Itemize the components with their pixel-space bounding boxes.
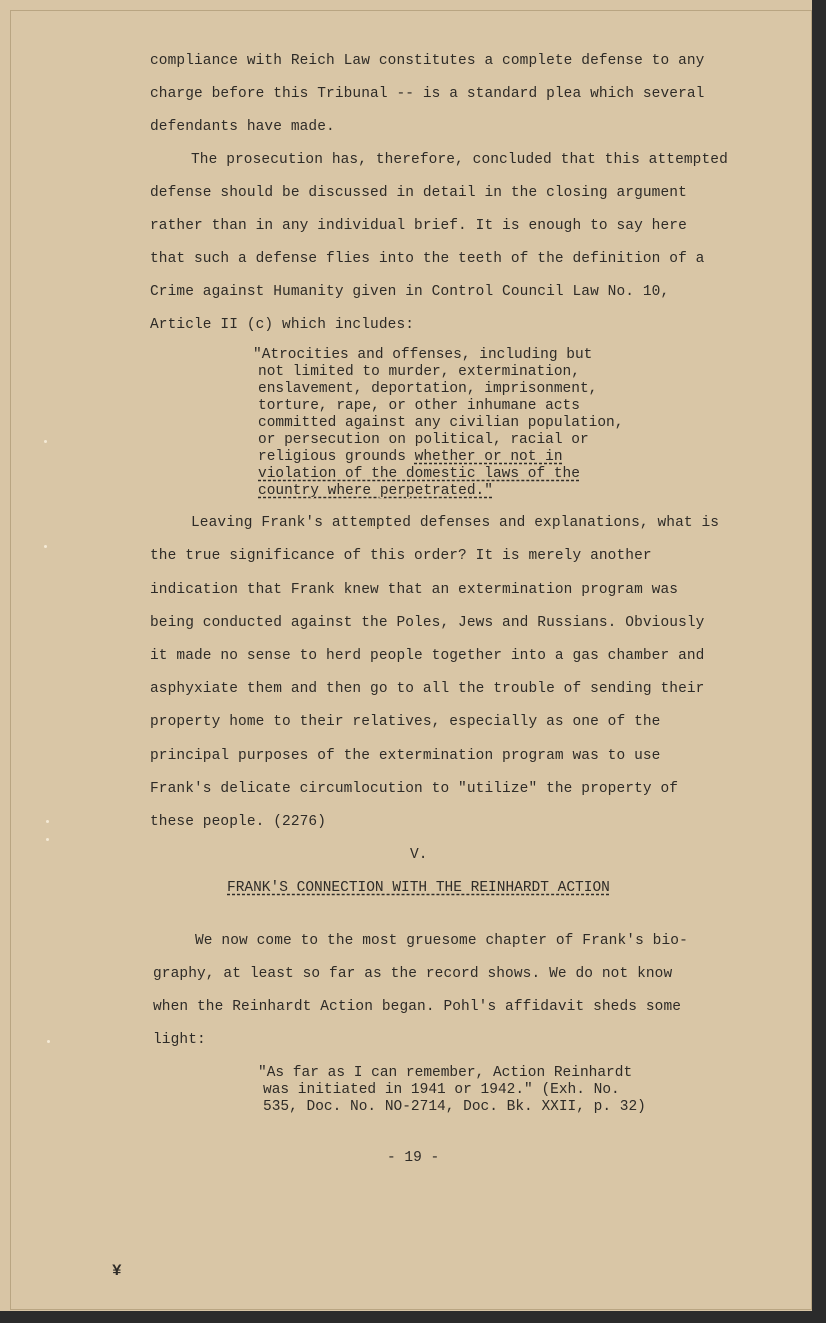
text-line: the true significance of this order? It is merely another [150,548,652,564]
text-line: light: [153,1032,206,1048]
text-line: Crime against Humanity given in Control Council Law No. 10, [150,284,670,300]
text-line: The prosecution has, therefore, concluded that this attempted [191,152,728,168]
underlined-phrase: country where perpetrated." [258,483,493,499]
binding-speck [44,545,47,548]
quote-line: "As far as I can remember, Action Reinhardt [258,1065,633,1081]
scan-edge-bottom [0,1311,826,1323]
text-line: graphy, at least so far as the record shows. We do not know [153,966,673,982]
scan-edge-right [812,0,826,1323]
quote-line: enslavement, deportation, imprisonment, [258,381,598,397]
quote-line [258,449,563,466]
text-line: property home to their relatives, especially as one of the [150,714,661,730]
text-line: asphyxiate them and then go to all the trouble of sending their [150,681,705,697]
text-line: Frank's delicate circumlocution to "utilize" the property of [150,781,679,797]
page-number: - 19 - [387,1150,440,1166]
text-line: it made no sense to herd people together into a gas chamber and [150,648,705,664]
quote-line: 535, Doc. No. NO-2714, Doc. Bk. XXII, p. 32) [263,1099,646,1115]
handwritten-mark: ¥ [112,1262,122,1280]
binding-speck [46,820,49,823]
text-line: being conducted against the Poles, Jews and Russians. Obviously [150,615,705,631]
text-line: defense should be discussed in detail in the closing argument [150,185,687,201]
quote-line: not limited to murder, extermination, [258,364,580,380]
section-number: V. [410,847,428,863]
text-line: indication that Frank knew that an extermination program was [150,582,679,598]
text-line: Article II (c) which includes: [150,317,415,333]
text-line: when the Reinhardt Action began. Pohl's affidavit sheds some [153,999,682,1015]
binding-speck [47,1040,50,1043]
quote-line: or persecution on political, racial or [258,432,589,448]
text-line: We now come to the most gruesome chapter of Frank's bio- [195,933,688,949]
underlined-phrase: whether or not in [414,449,563,465]
quote-text: religious grounds [258,449,415,465]
quote-line: torture, rape, or other inhumane acts [258,398,580,414]
section-heading: FRANK'S CONNECTION WITH THE REINHARDT ACTION [227,880,610,896]
text-line: rather than in any individual brief. It is enough to say here [150,218,687,234]
text-line: charge before this Tribunal -- is a standard plea which several [150,86,705,102]
binding-speck [44,440,47,443]
binding-speck [46,838,49,841]
quote-line: was initiated in 1941 or 1942." (Exh. No. [263,1082,620,1098]
underlined-phrase: violation of the domestic laws of the [258,466,580,482]
text-line: these people. (2276) [150,814,327,830]
text-line: that such a defense flies into the teeth of the definition of a [150,251,705,267]
text-line: compliance with Reich Law constitutes a complete defense to any [150,53,705,69]
quote-line: committed against any civilian population, [258,415,624,431]
text-line: Leaving Frank's attempted defenses and explanations, what is [191,515,720,531]
quote-line: "Atrocities and offenses, including but [253,347,593,363]
text-line: defendants have made. [150,119,335,135]
text-line: principal purposes of the extermination program was to use [150,748,661,764]
